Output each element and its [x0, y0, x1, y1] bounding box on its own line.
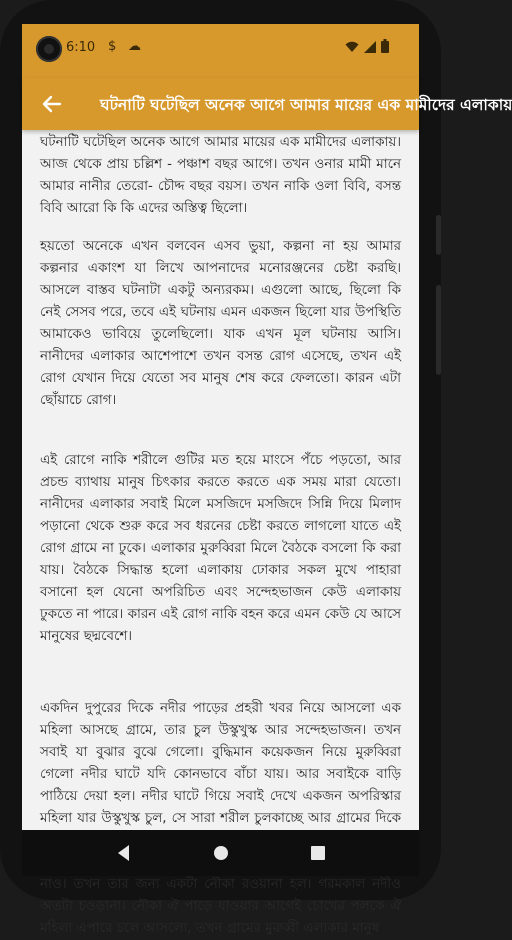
article-paragraph: ঘটনাটি ঘটেছিল অনেক আগে আমার মায়ের এক মামীদের এলাকায়। আজ থেকে প্রায় চল্লিশ - পঞ্চাশ বছর আগে। তখন ওনার মামী মানে আমার নানীর তেরো- চৌদ্দ বছর বয়স। তখন নাকি ওলা বিবি, বসন্ত বিবি আরো কি কি এদের অস্তিত্ব ছিলো। — [40, 135, 401, 216]
cloud-icon: ☁ — [128, 39, 141, 54]
page-title: ঘটনাটি ঘটেছিল অনেক আগে আমার মায়ের এক মামীদের এলাকায় — [100, 96, 512, 114]
volume-button — [436, 215, 441, 255]
article-paragraph: হয়তো অনেকে এখন বলবেন এসব ভুয়া, কল্পনা না হয় আমার কল্পনার একাংশ যা লিখে আপনাদের মনোরঞ্জনের চেষ্টা করছি। আসলে বাস্তব ঘটনাটা একটু অন্যরকম। এগুলো আছে, ছিলো কি নেই সেসব পরে, তবে এই ঘটনায় এমন একজন ছিলো যার উপস্থিতি আমাকেও ভাবিয়ে তুলেছিলো। যাক এখন মূল ঘটনায় আসি। নানীদের এলাকার আশেপাশে তখন বসন্ত রোগ এসেছে, তখন এই রোগ যেখান দিয়ে যেতো সব মানুষ শেষ করে ফেলতো। কারন এটা ছোঁয়াচে রোগ। — [40, 239, 401, 408]
back-button[interactable] — [36, 88, 68, 120]
article-paragraph: এই রোগে নাকি শরীলে গুটির মত হয়ে মাংসে পঁচে পড়তো, আর প্রচন্ড ব্যাথায় মানুষ চিৎকার করতে করতে এক সময় মারা যেতো। নানীদের এলাকার সবাই মিলে মসজিদে মসজিদে সিন্নি দিয়ে মিলাদ পড়ানো থেকে শুরু করে সব ধরনের চেষ্টা করতে লাগলো যাতে এই রোগ গ্রামে না ঢুকে। এলাকার মুরুব্বিরা মিলে বৈঠকে বসলো কি করা যায়। বৈঠকে সিদ্ধান্ত হলো এলাকায় ঢোকার সকল মুখে পাহারা বসানো হল যেনো অপরিচিত এবং সন্দেহভাজন কেউ এলাকায় ঢুকতে না পারে। কারন এই রোগ নাকি বহন করে এমন কেউ যে আসে মানুষের ছদ্মবেশে। — [40, 453, 401, 644]
wifi-icon — [345, 41, 359, 53]
nav-home-button[interactable] — [209, 841, 233, 865]
sync-icon: $ — [108, 39, 117, 54]
signal-icon — [364, 41, 376, 53]
front-camera — [36, 36, 62, 62]
article-paragraph: একদিন দুপুরের দিকে নদীর পাড়ের প্রহরী খবর নিয়ে আসলো এক মহিলা আসছে গ্রামে, তার চুল উস্কুখুস্ক আর সন্দেহভাজন। তখন সবাই যা বুঝার বুঝে গেলো। বুদ্ধিমান কয়েকজন নিয়ে মুরুব্বিরা গেলো নদীর ঘাটে যদি কোনভাবে বাঁচা যায়। আর সবাইকে বাড়ি পাঠিয়ে দেয়া হল। নদীর ঘাটে গিয়ে সবাই দেখে একজন অপরিস্কার মহিলা যার উস্কুখুস্ক চুল, সে সারা শরীল চুলকাচ্ছে আর গ্রামের দিকে নাও। তখন তার জন্য একটা নৌকা রওয়ানা হল। গরমকাল নদীও অতটা চওড়ানা। নৌকা ঐ পাড়ে যাওয়ার আগেই চোখের পলকে ঐ মহিলা এপারে চলে আসলো, তখন গ্রামের মুরুব্বী এলাকার মানুষ — [40, 701, 401, 936]
power-button — [436, 285, 441, 375]
status-bar — [22, 24, 419, 78]
screen — [22, 24, 512, 936]
arrow-left-icon — [42, 94, 62, 114]
navigation-bar — [22, 830, 419, 876]
status-time: 6:10 — [66, 40, 96, 55]
battery-icon — [381, 39, 389, 53]
nav-recent-button[interactable] — [306, 841, 330, 865]
article-content[interactable] — [22, 130, 419, 936]
nav-back-button[interactable] — [112, 841, 136, 865]
app-bar — [22, 78, 512, 130]
